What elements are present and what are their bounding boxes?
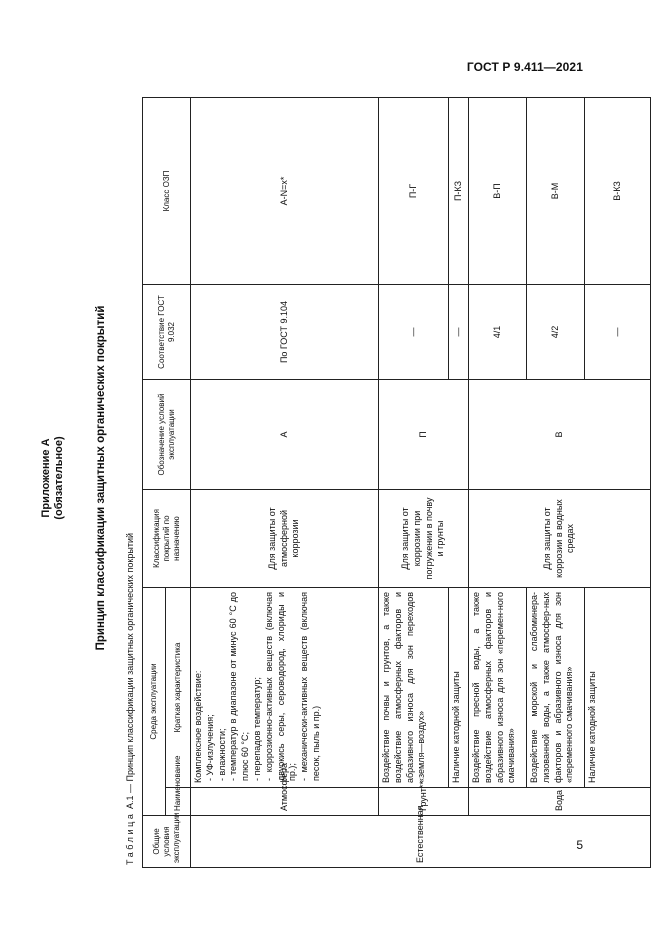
- class-soil-1: П-Г: [379, 98, 449, 285]
- description-item: - коррозионно-активных веществ (включая двуокись серы, сероводород, хлориды и пр.);: [263, 592, 298, 781]
- env-description-soil: Воздействие почвы и грунтов, а также воздействие атмосферных факторов и абразивного износа для зон переходов «земля—воздух»: [379, 588, 449, 788]
- designation-water: В: [469, 380, 651, 490]
- rotated-content: [40, 88, 622, 868]
- designation-soil: П: [379, 380, 469, 490]
- table-row: [469, 98, 527, 868]
- description-item: - перепадов температур;: [251, 677, 262, 781]
- description-item: - температур в диапазоне от минус 60 °С до плюс 60 °С;: [228, 592, 251, 781]
- table-row: [379, 98, 449, 868]
- document-code: ГОСТ Р 9.411—2021: [466, 60, 583, 74]
- class-water-3: В-КЗ: [585, 98, 651, 285]
- class-atmosphere: А-N=x*: [191, 98, 379, 285]
- description-item: - влажности;: [216, 728, 227, 781]
- appendix-title: Приложение А: [40, 438, 52, 518]
- general-condition-cell: Естественная: [191, 816, 651, 868]
- env-description-water-sea: Воздействие морской и слабоминера-лизованной воды, а также атмосфер-ных факторов и абразивного износа для зон «переменного смачивания»: [527, 588, 585, 788]
- gost-match-water-3: —: [585, 285, 651, 380]
- header-environment: Среда эксплуатации: [143, 588, 166, 816]
- classification-table: [142, 97, 651, 868]
- table-caption-prefix: Таблица: [125, 811, 135, 865]
- table-caption: [125, 533, 135, 865]
- env-description-soil-cathodic: Наличие катодной защиты: [449, 588, 469, 788]
- description-item: - механически-активных веществ (включая песок, пыль и пр.): [299, 592, 321, 781]
- header-gost-match: Соответствие ГОСТ 9.032: [143, 285, 191, 380]
- class-soil-2: П-КЗ: [449, 98, 469, 285]
- description-item: - УФ-излучения;: [204, 714, 215, 781]
- page-number: 5: [576, 838, 583, 852]
- header-env-description: Краткая характеристика: [166, 588, 191, 788]
- purpose-atmosphere: Для защиты от атмосферной коррозии: [191, 490, 379, 588]
- env-description-water-fresh: Воздействие пресной воды, а также воздействие атмосферных факторов и абразивного износа для зон «перемен-ного смачивания»: [469, 588, 527, 788]
- gost-match-soil-1: —: [379, 285, 449, 380]
- table-caption-text: А.1 — Принцип классификации защитных органических покрытий: [125, 532, 135, 809]
- header-general-conditions: Общие условия эксплуатации: [143, 816, 191, 868]
- class-water-2: В-М: [527, 98, 585, 285]
- appendix-status: (обязательное): [53, 436, 65, 520]
- gost-match-water-1: 4/1: [469, 285, 527, 380]
- env-description-water-cathodic: Наличие катодной защиты: [585, 588, 651, 788]
- class-water-1: В-П: [469, 98, 527, 285]
- purpose-water: Для защиты от коррозии в водных средах: [469, 490, 651, 588]
- section-title: Принцип классификации защитных органических покрытий: [95, 305, 107, 651]
- purpose-soil: Для защиты от коррозии при погружении в почву и грунты: [379, 490, 469, 588]
- env-description-atmosphere: [191, 588, 379, 788]
- gost-match-soil-2: —: [449, 285, 469, 380]
- gost-match-water-2: 4/2: [527, 285, 585, 380]
- appendix-heading: [40, 88, 66, 868]
- header-env-name: Наименование: [166, 788, 191, 816]
- description-intro: Комплексное воздействие:: [193, 670, 203, 783]
- env-name-water: Вода: [469, 788, 651, 816]
- header-purpose: Классификация покрытий по назначению: [143, 490, 191, 588]
- designation-atmosphere: А: [191, 380, 379, 490]
- table-row: [191, 98, 379, 868]
- header-designation: Обозначение условий эксплуатации: [143, 380, 191, 490]
- env-name-soil: Грунт**: [379, 788, 469, 816]
- gost-match-atmosphere: По ГОСТ 9.104: [191, 285, 379, 380]
- header-class: Класс ОЗП: [143, 98, 191, 285]
- env-name-atmosphere: Атмосфера: [191, 788, 379, 816]
- table-header-row: [143, 98, 166, 868]
